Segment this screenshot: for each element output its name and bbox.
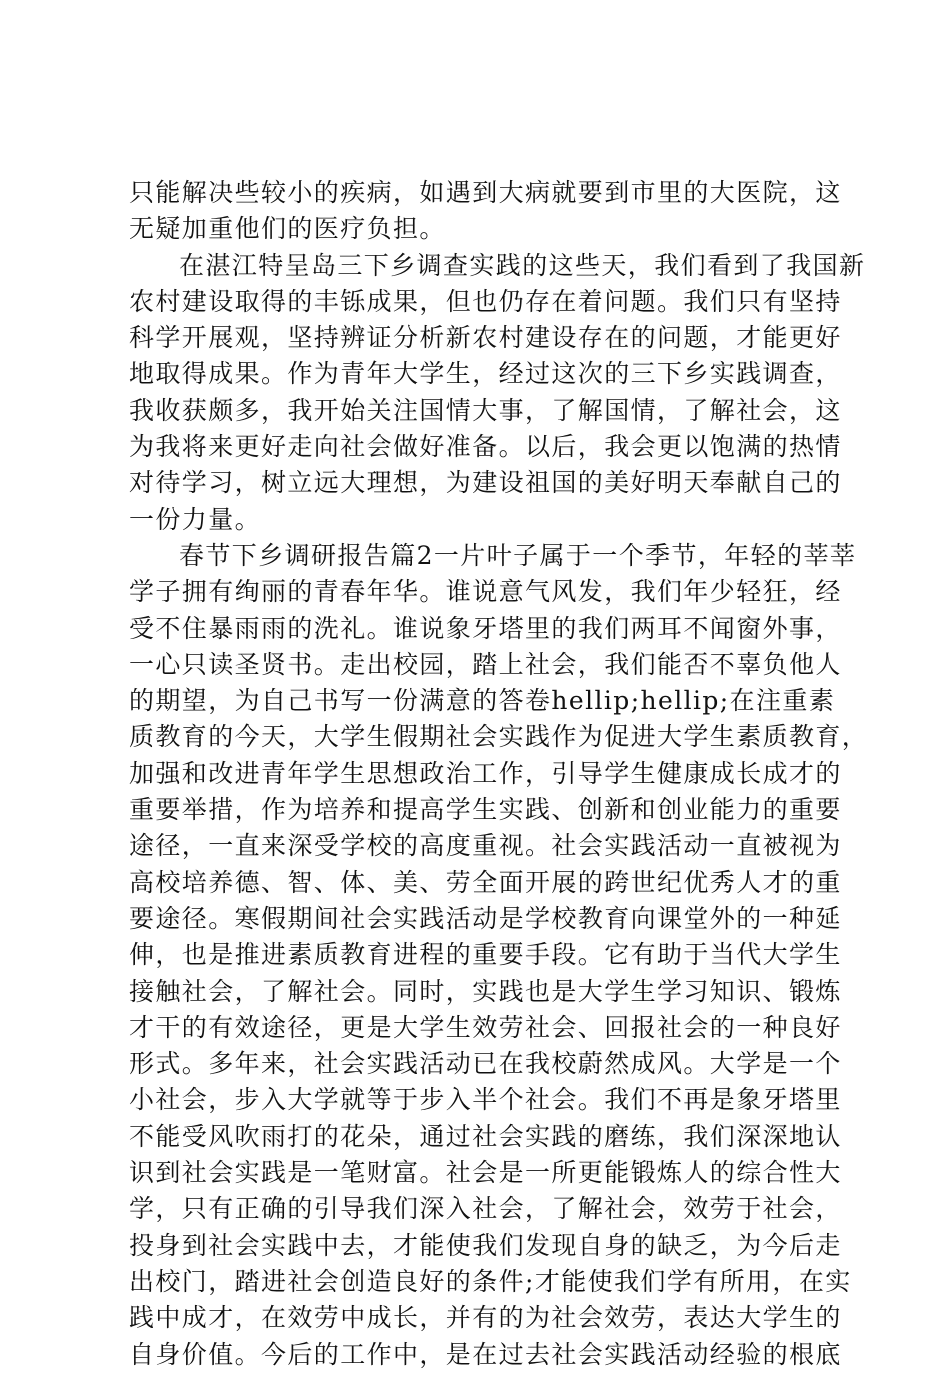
text-line: 为我将来更好走向社会做好准备。以后，我会更以饱满的热情 (129, 432, 842, 462)
text-line: 才干的有效途径，更是大学生效劳社会、回报社会的一种良好 (129, 1012, 842, 1042)
text-line: 学，只有正确的引导我们深入社会，了解社会，效劳于社会， (129, 1194, 842, 1224)
text-line: 一份力量。 (129, 504, 262, 534)
text-line: 质教育的今天，大学生假期社会实践作为促进大学生素质教育， (129, 722, 869, 752)
text-line: 出校门，踏进社会创造良好的条件;才能使我们学有所用，在实 (129, 1266, 852, 1296)
text-line: 科学开展观，坚持辨证分析新农村建设存在的问题，才能更好 (129, 323, 842, 353)
text-line: 要途径。寒假期间社会实践活动是学校教育向课堂外的一种延 (129, 903, 842, 933)
text-line: 受不住暴雨雨的洗礼。谁说象牙塔里的我们两耳不闻窗外事， (129, 613, 842, 643)
text-line: 重要举措，作为培养和提高学生实践、创新和创业能力的重要 (129, 795, 842, 825)
text-line: 形式。多年来，社会实践活动已在我校蔚然成风。大学是一个 (129, 1049, 842, 1079)
text-line: 地取得成果。作为青年大学生，经过这次的三下乡实践调查， (129, 359, 842, 389)
text-line: 途径，一直来深受学校的高度重视。社会实践活动一直被视为 (129, 831, 842, 861)
text-line: 接触社会，了解社会。同时，实践也是大学生学习知识、锻炼 (129, 976, 842, 1006)
text-line: 践中成才，在效劳中成长，并有的为社会效劳，表达大学生的 (129, 1303, 842, 1333)
body-text (129, 175, 869, 1373)
text-line: 高校培养德、智、体、美、劳全面开展的跨世纪优秀人才的重 (129, 867, 842, 897)
text-line: 伸，也是推进素质教育进程的重要手段。它有助于当代大学生 (129, 940, 842, 970)
text-line: 的期望，为自己书写一份满意的答卷hellip;hellip;在注重素 (129, 686, 836, 716)
text-line: 小社会，步入大学就等于步入半个社会。我们不再是象牙塔里 (129, 1085, 842, 1115)
text-line: 学子拥有绚丽的青春年华。谁说意气风发，我们年少轻狂，经 (129, 577, 842, 607)
text-line: 春节下乡调研报告篇2一片叶子属于一个季节，年轻的莘莘 (179, 540, 857, 570)
text-line: 在湛江特呈岛三下乡调查实践的这些天，我们看到了我国新 (179, 250, 866, 280)
text-line: 加强和改进青年学生思想政治工作，引导学生健康成长成才的 (129, 758, 842, 788)
text-line: 我收获颇多，我开始关注国情大事，了解国情，了解社会，这 (129, 395, 842, 425)
text-line: 不能受风吹雨打的花朵，通过社会实践的磨练，我们深深地认 (129, 1121, 842, 1151)
text-line: 投身到社会实践中去，才能使我们发现自身的缺乏，为今后走 (129, 1230, 842, 1260)
text-line: 无疑加重他们的医疗负担。 (129, 214, 446, 244)
text-line: 对待学习，树立远大理想，为建设祖国的美好明天奉献自己的 (129, 468, 842, 498)
text-line: 只能解决些较小的疾病，如遇到大病就要到市里的大医院，这 (129, 178, 842, 207)
text-line: 识到社会实践是一笔财富。社会是一所更能锻炼人的综合性大 (129, 1158, 842, 1188)
text-line: 一心只读圣贤书。走出校园，踏上社会，我们能否不辜负他人 (129, 649, 842, 679)
text-line: 自身价值。今后的工作中，是在过去社会实践活动经验的根底 (129, 1339, 842, 1369)
text-line: 农村建设取得的丰铄成果，但也仍存在着问题。我们只有坚持 (129, 286, 842, 316)
